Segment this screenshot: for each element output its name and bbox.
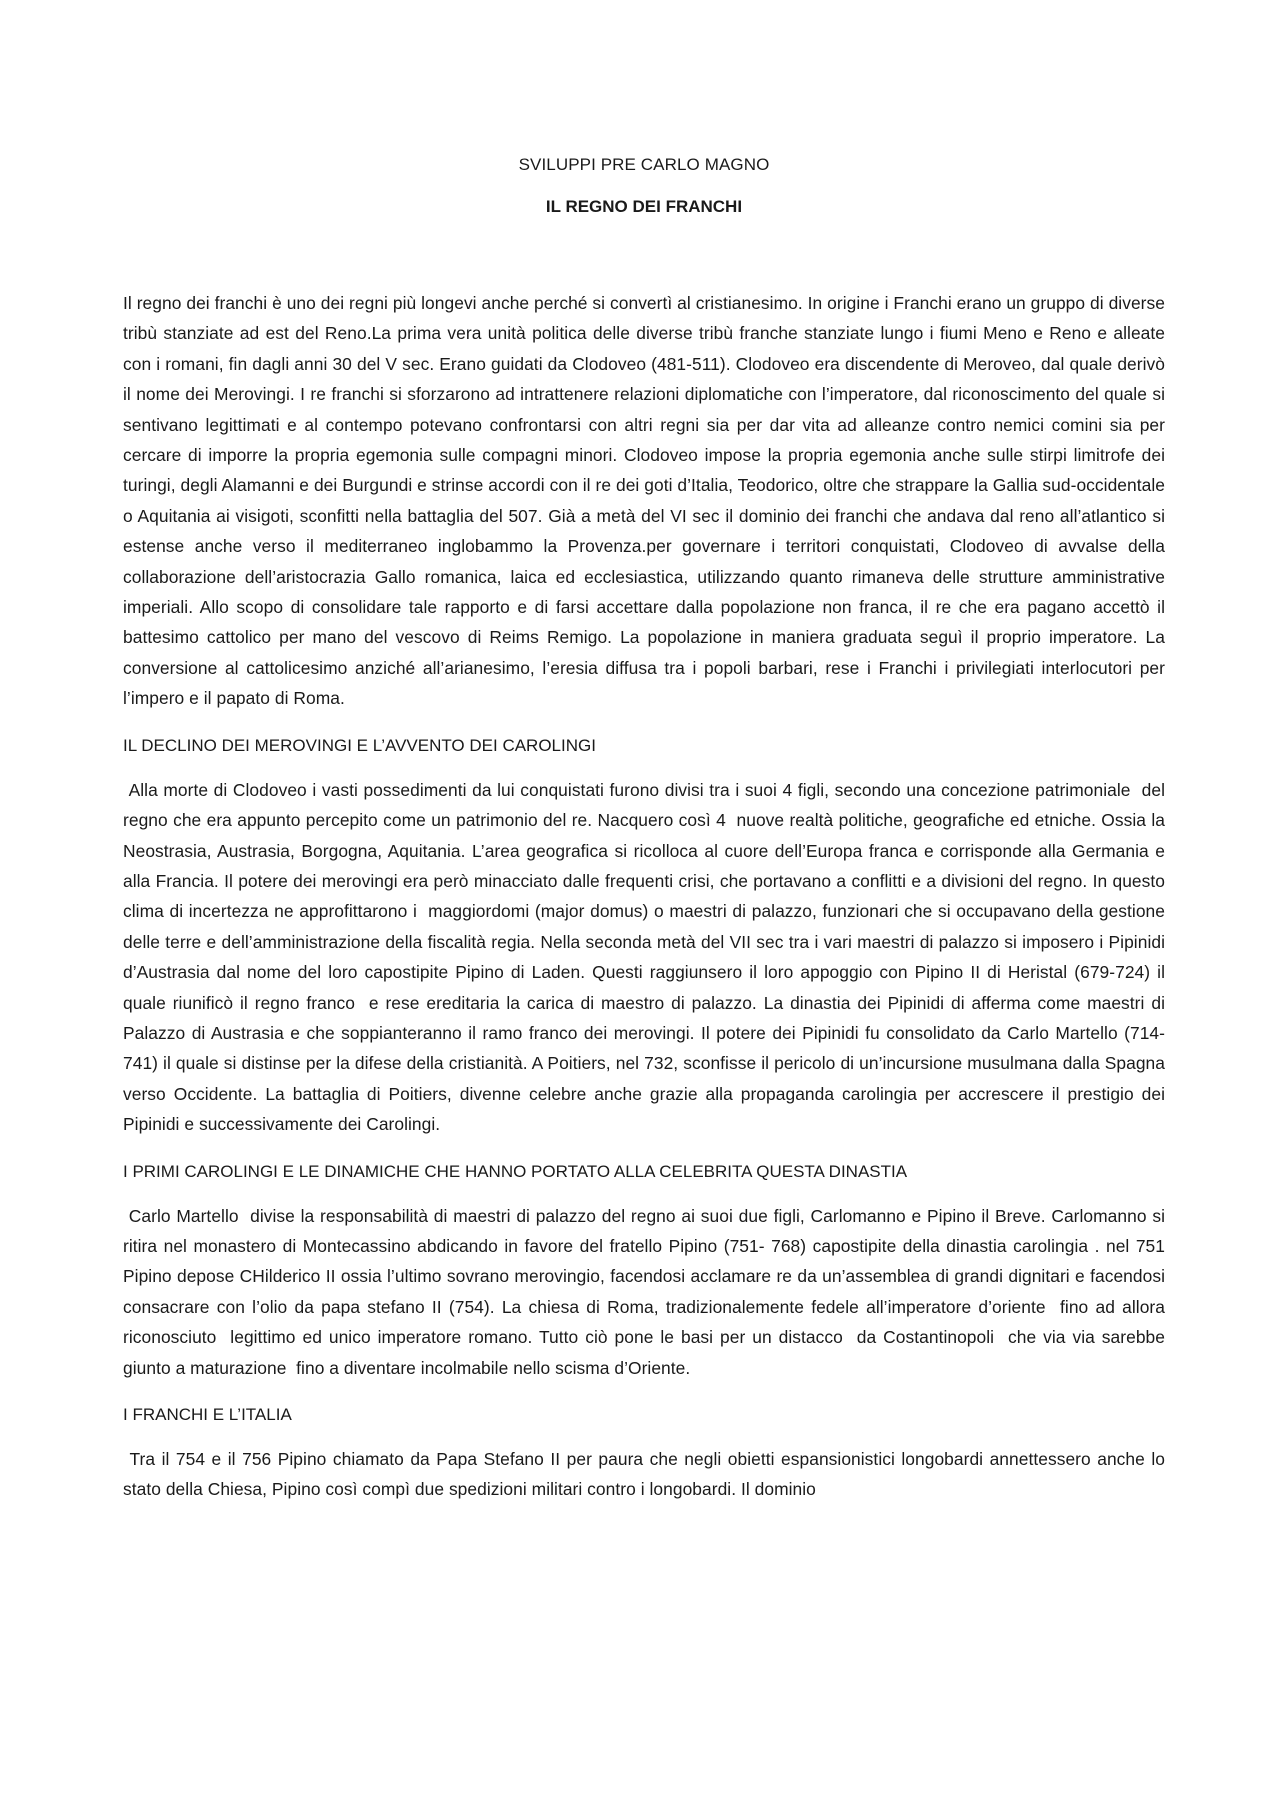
document-page xyxy=(123,152,1175,1522)
heading-declino-merovingi: IL DECLINO DEI MEROVINGI E L’AVVENTO DEI CAROLINGI xyxy=(123,735,596,755)
paragraph-franchi-italia: Tra il 754 e il 756 Pipino chiamato da Papa Stefano II per paura che negli obietti espansionistici longobardi annettessero anche lo stato della Chiesa, Pipino così compì due spedizioni militari contro i longobardi. Il dominio xyxy=(123,1449,1170,1500)
document-subtitle: IL REGNO DEI FRANCHI xyxy=(545,197,743,216)
heading-franchi-italia: I FRANCHI E L’ITALIA xyxy=(123,1405,292,1424)
paragraph-primi-carolingi: Carlo Martello divise la responsabilità di maestri di palazzo del regno ai suoi due figli, Carlomanno e Pipino il Breve. Carlomanno si ritira nel monastero di Montecassino abdicando in favore del fratello Pipino (751- 768) capostipite della dinastia carolingia . nel 751 Pipino depose CHilderico II ossia l’ultimo sovrano merovingio, facendosi acclamare re da un’assemblea di grandi dignitari e facendosi consacrare con l’olio da papa stefano II (754). La chiesa di Roma, tradizionalemente fedele all’imperatore d’oriente fino ad allora riconosciuto legittimo ed unico imperatore romano. Tutto ciò pone le basi per un distacco da Costantinopoli che via via sarebbe giunto a maturazione fino a diventare incolmabile nello scisma d’Oriente. xyxy=(123,1205,1170,1378)
document-title: SVILUPPI PRE CARLO MAGNO xyxy=(518,155,770,174)
heading-primi-carolingi: I PRIMI CAROLINGI E LE DINAMICHE CHE HANNO PORTATO ALLA CELEBRITA QUESTA DINASTIA xyxy=(123,1161,908,1181)
paragraph-regno-franchi: Il regno dei franchi è uno dei regni più longevi anche perché si convertì al cristianesimo. In origine i Franchi erano un gruppo di diverse tribù stanziate ad est del Reno.La prima vera unità politica delle diverse tribù franche stanziate lungo i fiumi Meno e Reno e alleate con i romani, fin dagli anni 30 del V sec. Erano guidati da Clodoveo (481-511). Clodoveo era discendente di Meroveo, dal quale derivò il nome dei Merovingi. I re franchi si sforzarono ad intrattenere relazioni diplomatiche con l’imperatore, dal riconoscimento del quale si sentivano legittimati e al contempo potevano confrontarsi con altri regni sia per dar vita ad alleanze contro nemici comini sia per cercare di imporre la propria egemonia sulle compagni minori. Clodoveo impose la propria egemonia anche sulle stirpi limitrofe dei turingi, degli Alamanni e dei Burgundi e strinse accordi con il re dei goti d’Italia, Teodorico, oltre che strappare la Gallia sud-occidentale o Aquitania ai visigoti, sconfitti nella battaglia del 507. Già a metà del VI sec il dominio dei franchi che andava dal reno all’atlantico si estense anche verso il mediterraneo inglobammo la Provenza.per governare i territori conquistati, Clodoveo di avvalse della collaborazione dell’aristocrazia Gallo romanica, laica ed ecclesiastica, utilizzando quanto rimaneva delle strutture amministrative imperiali. Allo scopo di consolidare tale rapporto e di farsi accettare dalla popolazione non franca, il re che era pagano accettò il battesimo cattolico per mano del vescovo di Reims Remigo. La popolazione in maniera graduata seguì il proprio imperatore. La conversione al cattolicesimo anziché all’arianesimo, l’eresia diffusa tra i popoli barbari, rese i Franchi i privilegiati interlocutori per l’impero e il papato di Roma. xyxy=(123,293,1165,709)
paragraph-declino-merovingi: Alla morte di Clodoveo i vasti possedimenti da lui conquistati furono divisi tra i suoi 4 figli, secondo una concezione patrimoniale del regno che era appunto percepito come un patrimonio del re. Nacquero così 4 nuove realtà politiche, geografiche ed etniche. Ossia la Neostrasia, Austrasia, Borgogna, Aquitania. L’area geografica si ricolloca al cuore dell’Europa franca e corrisponde alla Germania e alla Francia. Il potere dei merovingi era però minacciato dalle frequenti crisi, che portavano a conflitti e a divisioni del regno. In questo clima di incertezza ne approfittarono i maggiordomi (major domus) o maestri di palazzo, funzionari che si occupavano della gestione delle terre e dell’amministrazione della fiscalità regia. Nella seconda metà del VII sec tra i vari maestri di palazzo si imposero i Pipinidi d’Austrasia dal nome del loro capostipite Pipino di Laden. Questi raggiunsero il loro appoggio con Pipino II di Heristal (679-724) il quale riunificò il regno franco e rese ereditaria la carica di maestro di palazzo. La dinastia dei Pipinidi di afferma come maestri di Palazzo di Austrasia e che soppianteranno il ramo franco dei merovingi. Il potere dei Pipinidi fu consolidato da Carlo Martello (714-741) il quale si distinse per la difese della cristianità. A Poitiers, nel 732, sconfisse il pericolo di un’incursione musulmana dalla Spagna verso Occidente. La battaglia di Poitiers, divenne celebre anche grazie alla propaganda carolingia per accrescere il prestigio dei Pipinidi e successivamente dei Carolingi. xyxy=(123,779,1175,1135)
